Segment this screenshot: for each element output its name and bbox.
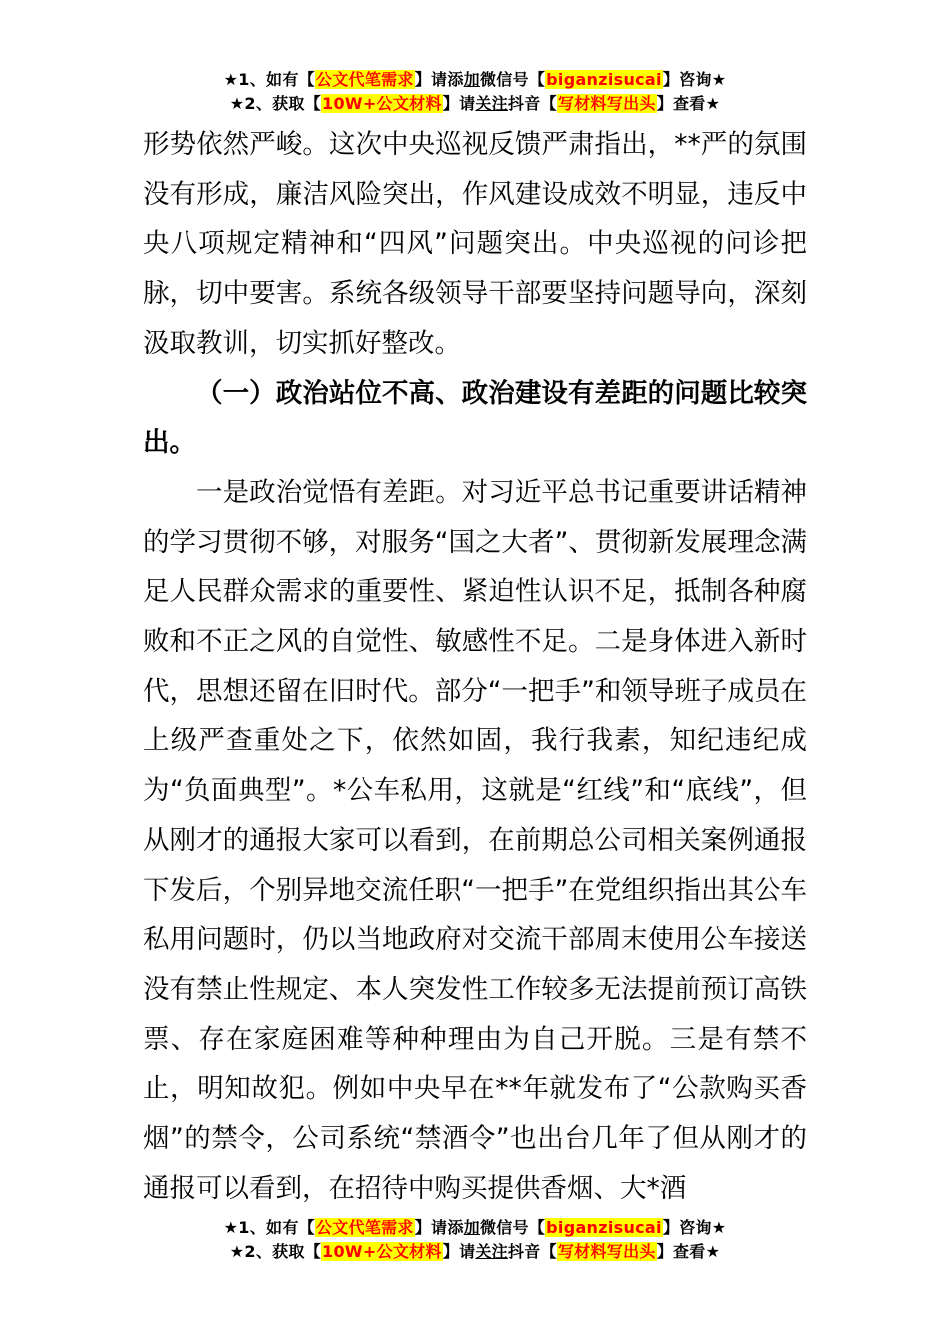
header-banner	[0, 68, 950, 116]
douyin-account-highlight: 写材料写出头	[557, 94, 656, 113]
banner-text: 微信号【	[479, 1218, 546, 1237]
banner-text: 】查看★	[656, 94, 721, 113]
banner-text: 】请添	[414, 70, 464, 89]
banner-text-underlined: 关注	[475, 1242, 508, 1261]
banner-text: ★1、如有【	[223, 1218, 315, 1237]
banner-text: ★2、获取【	[229, 94, 322, 113]
footer-banner	[0, 1216, 950, 1264]
banner-line-2	[0, 1240, 950, 1264]
banner-line-1	[0, 1216, 950, 1240]
banner-text: 】咨询★	[662, 70, 727, 89]
banner-text: 】请添	[414, 1218, 464, 1237]
body-paragraph: 形势依然严峻。这次中央巡视反馈严肃指出，**严的氛围没有形成，廉洁风险突出，作风建设成效不明显，违反中央八项规定精神和“四风”问题突出。中央巡视的问诊把脉，切中要害。系统各级领导干部要坚持问题导向，深刻汲取教训，切实抓好整改。	[143, 129, 807, 359]
banner-text: 】咨询★	[662, 1218, 727, 1237]
banner-text-underlined: 加	[463, 1218, 480, 1237]
banner-line-2	[0, 92, 950, 116]
banner-line-1	[0, 68, 950, 92]
douyin-account-highlight: 写材料写出头	[557, 1242, 656, 1261]
banner-text: 抖音【	[507, 94, 557, 113]
section-heading: （一）政治站位不高、政治建设有差距的问题比较突出。	[143, 377, 807, 459]
highlight-tag: 10W+公文材料	[322, 1242, 442, 1261]
highlight-tag: 公文代笔需求	[315, 70, 414, 89]
document-body	[143, 120, 807, 1213]
body-paragraph: 一是政治觉悟有差距。对习近平总书记重要讲话精神的学习贯彻不够，对服务“国之大者”、贯彻新发展理念满足人民群众需求的重要性、紧迫性认识不足，抵制各种腐败和不正之风的自觉性、敏感性不足。二是身体进入新时代，思想还留在旧时代。部分“一把手”和领导班子成员在上级严查重处之下，依然如固，我行我素，知纪违纪成为“负面典型”。*公车私用，这就是“红线”和“底线”，但从刚才的通报大家可以看到，在前期总公司相关案例通报下发后，个别异地交流任职“一把手”在党组织指出其公车私用问题时，仍以当地政府对交流干部周末使用公车接送没有禁止性规定、本人突发性工作较多无法提前预订高铁票、存在家庭困难等种种理由为自己开脱。三是有禁不止，明知故犯。例如中央早在**年就发布了“公款购买香烟”的禁令，公司系统“禁酒令”也出台几年了但从刚才的通报可以看到，在招待中购买提供香烟、大*酒	[143, 476, 807, 1204]
banner-text: ★2、获取【	[229, 1242, 322, 1261]
wechat-id-highlight: biganzisucai	[546, 1218, 662, 1237]
highlight-tag: 10W+公文材料	[322, 94, 442, 113]
banner-text: 微信号【	[479, 70, 546, 89]
banner-text-underlined: 加	[463, 70, 480, 89]
banner-text: 】请	[442, 1242, 476, 1261]
banner-text: 抖音【	[507, 1242, 557, 1261]
wechat-id-highlight: biganzisucai	[546, 70, 662, 89]
banner-text-underlined: 关注	[475, 94, 508, 113]
banner-text: 】查看★	[656, 1242, 721, 1261]
banner-text: ★1、如有【	[223, 70, 315, 89]
banner-text: 】请	[442, 94, 476, 113]
highlight-tag: 公文代笔需求	[315, 1218, 414, 1237]
